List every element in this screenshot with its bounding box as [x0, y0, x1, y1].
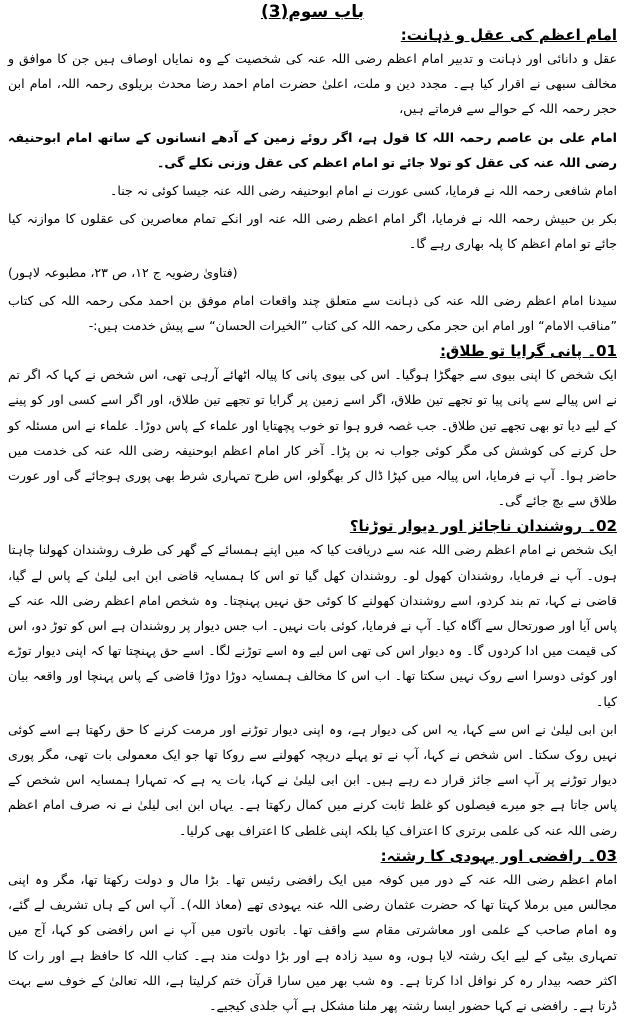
heading-text: 02۔ روشندان ناجائز اور دیوار توڑنا؟ — [349, 517, 617, 536]
water-story-paragraph: ایک شخص کا اپنی بیوی سے جھگڑا ہوگیا۔ اس کی بیوی پانی کا پیالہ اٹھائے آرہی تھی، اس شخص نے کہا کہ اگر تم نے اس پیالے سے پانی پیا تو تجھے تین طلاق، اگر اسے زمین پر گرایا تو تجھے تین طلاق، اور اگر اسے کسی اور کو پینے کے لیے دیا تو بھی تجھے تین طلاق۔ جب غصہ فرو ہوا تو خوب پچھتایا اور علماء کے پاس دوڑا۔ علماء نے اس مسئلہ کو حل کرنے کی کوشش کی مگر کوئی جواب نہ بن پڑا۔ آخر کار امام اعظم ابوحنیفہ رضی اللہ عنہ کی خدمت میں حاضر ہوا۔ آپ نے فرمایا، اس پیالہ میں کپڑا ڈال کر بھگولو، اس طرح تمہاری شرط بھی پوری ہوجائے گی اور عورت طلاق سے بچ جائے گی۔ — [8, 367, 617, 509]
intro-paragraph: عقل و دانائی اور ذہانت و تدبیر امام اعظم رضی اللہ عنہ کی شخصیت کے وہ نمایاں اوصاف ہیں جن کا موافق و مخالف سبھی نے اقرار کیا ہے۔ مجدد دین و ملت، اعلیٰ حضرت امام احمد رضا محدث بریلوی رحمہ اللہ، امام ابن حجر رحمہ اللہ کے حوالے سے فرماتے ہیں، — [8, 51, 617, 117]
window-story-paragraph-1: ایک شخص نے امام اعظم رضی اللہ عنہ سے دریافت کیا کہ میں اپنے ہمسائے کے گھر کی طرف روشندان کھولنا چاہتا ہوں۔ آپ نے فرمایا، روشندان کھول لو۔ روشندان کھل گیا تو اس کا ہمسایہ قاضی ابن ابی لیلیٰ کے پاس لے گیا، قاضی نے کہا، تم بند کردو، اسے روشندان کھولنے کا کوئی حق نہیں پہنچتا۔ وہ شخص امام اعظم رضی اللہ عنہ کے پاس آیا اور صورتحال سے آگاہ کیا۔ آپ نے فرمایا، کوئی بات نہیں۔ اب جس دیوار پر روشندان ہے اس کو توڑ دو، اس کی قیمت میں ادا کردوں گا۔ وہ دیوار اس کی تھی اس لیے وہ اسے توڑنے لگا۔ اسے حق پہنچتا تھا کہ اپنی دیوار توڑے اور کوئی دوسرا اسے روک نہیں سکتا تھا۔ اب اس کا مخالف ہمسایہ دوڑا دوڑا قاضی کے پاس پہنچا اور واقعہ بیان کیا۔ — [8, 542, 617, 709]
heading-text: امام اعظم کی عقل و ذہانت: — [400, 26, 617, 44]
heading-text: 03۔ رافضی اور یہودی کا رشتہ: — [380, 846, 617, 865]
document-page — [0, 2, 625, 1026]
heading-text: 01۔ پانی گرایا تو طلاق: — [439, 342, 617, 361]
quote-imam-shafii: امام شافعی رحمہ اللہ نے فرمایا، کسی عورت نے امام ابوحنیفہ رضی اللہ عنہ جیسا کوئی نہ جنا۔ — [110, 183, 617, 199]
chapter-title: باب سوم(3) — [261, 2, 364, 22]
section-heading-intellect — [8, 26, 617, 44]
quote-bakr-bin-hubaish: بکر بن حبیش رحمہ اللہ نے فرمایا، اگر امام اعظم رضی اللہ عنہ اور انکے تمام معاصرین کی عقلوں کا موازنہ کیا جائے تو امام اعظم کا پلہ بھاری رہے گا۔ — [8, 211, 617, 252]
window-story-paragraph-2: ابن ابی لیلیٰ نے اس سے کہا، یہ اس کی دیوار ہے، وہ اپنی دیوار توڑنے اور مرمت کرنے کا حق رکھتا ہے اسے کوئی نہیں روک سکتا۔ اس شخص نے کہا، آپ نے تو پہلے دریچہ کھولنے سے روکا تھا جو ایک معمولی بات تھی، مگر پوری دیوار توڑنے پر آپ اسے جائز قرار دے رہے ہیں۔ ابن ابی لیلیٰ نے کہا، بات یہ ہے کہ تمہارا ہمسایہ اس شخص کے پاس جاتا ہے جو میرے فیصلوں کو غلط ثابت کرنے میں کمال رکھتا ہے۔ یہاں ابن ابی لیلیٰ نے نہ صرف امام اعظم رضی اللہ عنہ کی علمی برتری کا اعتراف کیا بلکہ اپنی غلطی کا اعتراف بھی کرلیا۔ — [8, 721, 617, 838]
reference-citation: (فتاویٰ رضویہ ج ۱۲، ص ۲۳، مطبوعہ لاہور) — [8, 264, 238, 280]
intro-closing-paragraph: سیدنا امام اعظم رضی اللہ عنہ کی ذہانت سے متعلق چند واقعات امام موفق بن احمد مکی رحمہ اللہ کی کتاب ”مناقب الامام“ اور امام ابن حجر مکی رحمہ اللہ کی کتاب ”الخیرات الحسان“ سے پیش خدمت ہیں:- — [8, 292, 617, 334]
rafidi-story-paragraph: امام اعظم رضی اللہ عنہ کے دور میں کوفہ میں ایک رافضی رئیس تھا۔ بڑا مال و دولت رکھتا تھا، مگر وہ اپنی مجالس میں برملا کہتا تھا کہ حضرت عثمان رضی اللہ عنہ یہودی تھے (معاذ اللہ)۔ آپ اس کے ہاں تشریف لے گئے، وہ امام صاحب کے علمی اور معاشرتی مقام سے واقف تھا۔ باتوں باتوں میں آپ نے اس رافضی کو کہا، آج میں تمہاری بیٹی کے لیے ایک رشتہ لایا ہوں، وہ سید زادہ ہے اور بڑا دولت مند ہے۔ کتاب اللہ کا حافظ ہے اور رات کا اکثر حصہ بیدار رہ کر نوافل ادا کرتا ہے۔ وہ شب بھر میں سارا قرآن ختم کرلیتا ہے، اللہ تعالیٰ کے خوف سے بہت ڈرتا ہے۔ رافضی نے کہا حضور ایسا رشتہ پھر ملنا مشکل ہے آپ جلدی کیجیے۔ — [8, 871, 617, 1013]
section-heading-rafidi — [8, 847, 617, 865]
section-heading-window — [8, 517, 617, 535]
section-heading-water — [8, 342, 617, 360]
quote-ali-bin-asim: امام علی بن عاصم رحمہ اللہ کا قول ہے، اگر روئے زمین کے آدھے انسانوں کے ساتھ امام ابوحنیفہ رضی اللہ عنہ کی عقل کو تولا جائے تو امام اعظم کی عقل وزنی نکلے گی۔ — [8, 129, 617, 170]
